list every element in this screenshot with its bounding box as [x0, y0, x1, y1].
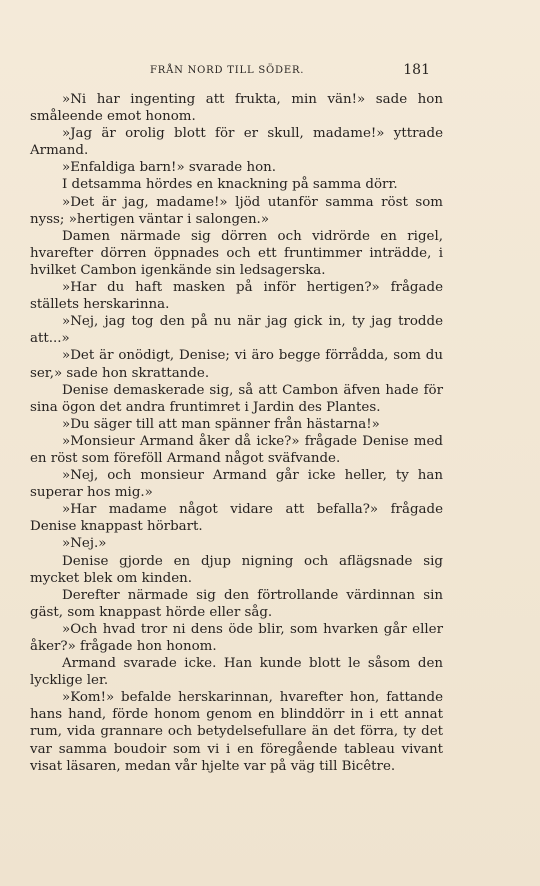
- page-header: [30, 62, 430, 82]
- paragraph: Damen närmade sig dörren och vidrörde en rigel, hvarefter dörren öppnades och ett fruntimmer inträdde, i hvilket Cambon igenkände sin ledsagerska.: [30, 228, 443, 278]
- paragraph: »Ni har ingenting att frukta, min vän!» sade hon småleende emot honom.: [30, 92, 443, 125]
- body-text: [30, 91, 443, 775]
- paragraph: I detsamma hördes en knackning på samma dörr.: [62, 177, 398, 193]
- paragraph: »Enfaldiga barn!» svarade hon.: [62, 160, 277, 176]
- paragraph: »Har du haft masken på inför hertigen?» frågade ställets herskarinna.: [30, 280, 443, 313]
- paragraph: »Och hvad tror ni dens öde blir, som hvarken går eller åker?» frågade hon honom.: [30, 621, 443, 654]
- paragraph: »Det är jag, madame!» ljöd utanför samma röst som nyss; »hertigen väntar i salongen.»: [30, 194, 443, 227]
- paragraph: »Det är onödigt, Denise; vi äro begge förrådda, som du ser,» sade hon skrattande.: [30, 348, 443, 381]
- paragraph: »Kom!» befalde herskarinnan, hvarefter hon, fattande hans hand, förde honom genom en blinddörr in i ett annat rum, vida grannare och betydelsefullare än det förra, ty det var samma boudoir som vi i en föregående tableau vivant visat läsaren, medan vår hjelte var på väg till Bicêtre.: [30, 690, 443, 774]
- paragraph: »Nej.»: [62, 536, 107, 552]
- paragraph: »Jag är orolig blott för er skull, madame!» yttrade Armand.: [30, 126, 443, 159]
- paragraph: Armand svarade icke. Han kunde blott le såsom den lycklige ler.: [30, 656, 443, 689]
- paragraph: »Du säger till att man spänner från hästarna!»: [62, 416, 380, 432]
- running-head: FRÅN NORD TILL SÖDER.: [150, 65, 305, 76]
- page-number: 181: [403, 62, 430, 78]
- paragraph: »Har madame något vidare att befalla?» frågade Denise knappast hörbart.: [30, 502, 443, 535]
- paragraph: »Nej, och monsieur Armand går icke heller, ty han superar hos mig.»: [30, 468, 443, 501]
- paragraph: Denise gjorde en djup nigning och aflägsnade sig mycket blek om kinden.: [30, 553, 443, 586]
- paragraph: Derefter närmade sig den förtrollande värdinnan sin gäst, som knappast hörde eller såg.: [30, 587, 443, 620]
- paragraph: Denise demaskerade sig, så att Cambon äfven hade för sina ögon det andra fruntimret i Jardin des Plantes.: [30, 382, 443, 415]
- paragraph: »Monsieur Armand åker då icke?» frågade Denise med en röst som föreföll Armand något sväfvande.: [30, 433, 443, 466]
- paragraph: »Nej, jag tog den på nu när jag gick in, ty jag trodde att...»: [30, 314, 443, 347]
